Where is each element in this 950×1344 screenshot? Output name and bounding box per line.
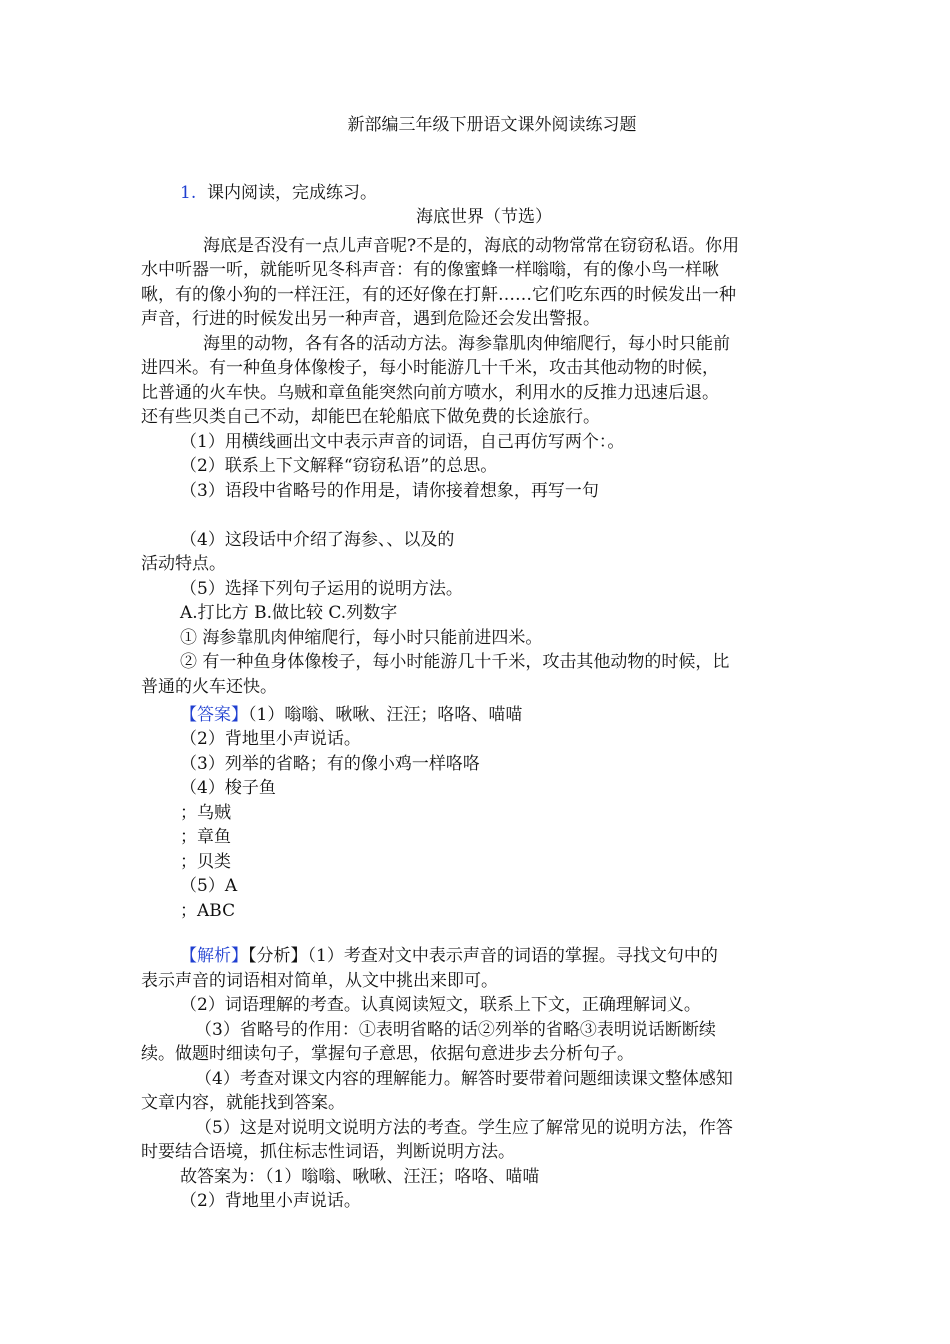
answer-line: ；章鱼	[180, 827, 231, 847]
answer-line: ；ABC	[180, 901, 236, 921]
sub-question: （3）语段中省略号的作用是，请你接着想象，再写一句	[180, 481, 599, 501]
analysis-text: 【分析】（1）考查对文中表示声音的词语的掌握。寻找文句中的	[248, 946, 718, 966]
analysis-line	[180, 944, 718, 968]
document-title: 新部编三年级下册语文课外阅读练习题	[347, 115, 637, 135]
answer-line: （2）背地里小声说话。	[180, 729, 361, 749]
passage-line: 声音，行进的时候发出另一种声音，遇到危险还会发出警报。	[141, 309, 600, 329]
answer-line: （3）列举的省略；有的像小鸡一样咯咯	[180, 754, 480, 774]
answer-line: ；乌贼	[180, 803, 231, 823]
question-header	[180, 181, 377, 205]
question-number: 1.	[180, 183, 197, 203]
answer-text: （1）嗡嗡、啾啾、汪汪；咯咯、喵喵	[248, 705, 523, 725]
passage-title: 海底世界（节选）	[416, 207, 552, 227]
sub-question: （5）选择下列句子运用的说明方法。	[180, 579, 463, 599]
sub-question: （4）这段话中介绍了海参、、以及的	[180, 530, 455, 550]
passage-line: 比普通的火车快。乌贼和章鱼能突然向前方喷水，利用水的反推力迅速后退。	[141, 383, 719, 403]
analysis-line: 文章内容，就能找到答案。	[141, 1093, 345, 1113]
passage-line: 海里的动物，各有各的活动方法。海参靠肌肉伸缩爬行，每小时只能前	[203, 334, 730, 354]
passage-line: 水中听器一听，就能听见冬科声音：有的像蜜蜂一样嗡嗡，有的像小鸟一样啾	[141, 260, 719, 280]
answer-line: （4）梭子鱼	[180, 778, 276, 798]
passage-line: 啾，有的像小狗的一样汪汪，有的还好像在打鼾……它们吃东西的时候发出一种	[141, 285, 736, 305]
choice-options: A.打比方 B.做比较 C.列数字	[180, 603, 398, 623]
passage-line: 进四米。有一种鱼身体像梭子，每小时能游几十千米，攻击其他动物的时候，	[141, 358, 719, 378]
choice-sentence: 普通的火车还快。	[141, 677, 277, 697]
passage-line: 还有些贝类自己不动，却能巴在轮船底下做免费的长途旅行。	[141, 407, 600, 427]
choice-sentence: ② 有一种鱼身体像梭子，每小时能游几十千米，攻击其他动物的时候，比	[180, 652, 730, 672]
analysis-line: 故答案为：（1）嗡嗡、啾啾、汪汪；咯咯、喵喵	[180, 1167, 540, 1187]
analysis-line: （3）省略号的作用：①表明省略的话②列举的省略③表明说话断断续	[195, 1020, 716, 1040]
analysis-line: 表示声音的词语相对简单，从文中挑出来即可。	[141, 971, 498, 991]
choice-sentence: ① 海参靠肌肉伸缩爬行，每小时只能前进四米。	[180, 628, 543, 648]
analysis-line: 时要结合语境，抓住标志性词语，判断说明方法。	[141, 1142, 515, 1162]
analysis-tag: 【解析】	[180, 946, 248, 966]
sub-question: 活动特点。	[141, 554, 226, 574]
analysis-line: 续。做题时细读句子，掌握句子意思，依据句意进步去分析句子。	[141, 1044, 634, 1064]
answer-tag: 【答案】	[180, 705, 248, 725]
analysis-line: （2）背地里小声说话。	[180, 1191, 361, 1211]
answer-line	[180, 703, 522, 727]
analysis-line: （4）考查对课文内容的理解能力。解答时要带着问题细读课文整体感知	[195, 1069, 733, 1089]
analysis-line: （2）词语理解的考查。认真阅读短文，联系上下文，正确理解词义。	[180, 995, 701, 1015]
answer-line: （5）A	[180, 876, 238, 896]
answer-line: ；贝类	[180, 852, 231, 872]
question-prompt: 课内阅读，完成练习。	[207, 183, 378, 203]
passage-line: 海底是否没有一点儿声音呢?不是的，海底的动物常常在窃窃私语。你用	[203, 236, 740, 256]
sub-question: （2）联系上下文解释“窃窃私语”的总思。	[180, 456, 498, 476]
sub-question: （1）用横线画出文中表示声音的词语，自己再仿写两个：。	[180, 432, 625, 452]
analysis-line: （5）这是对说明文说明方法的考查。学生应了解常见的说明方法，作答	[195, 1118, 733, 1138]
